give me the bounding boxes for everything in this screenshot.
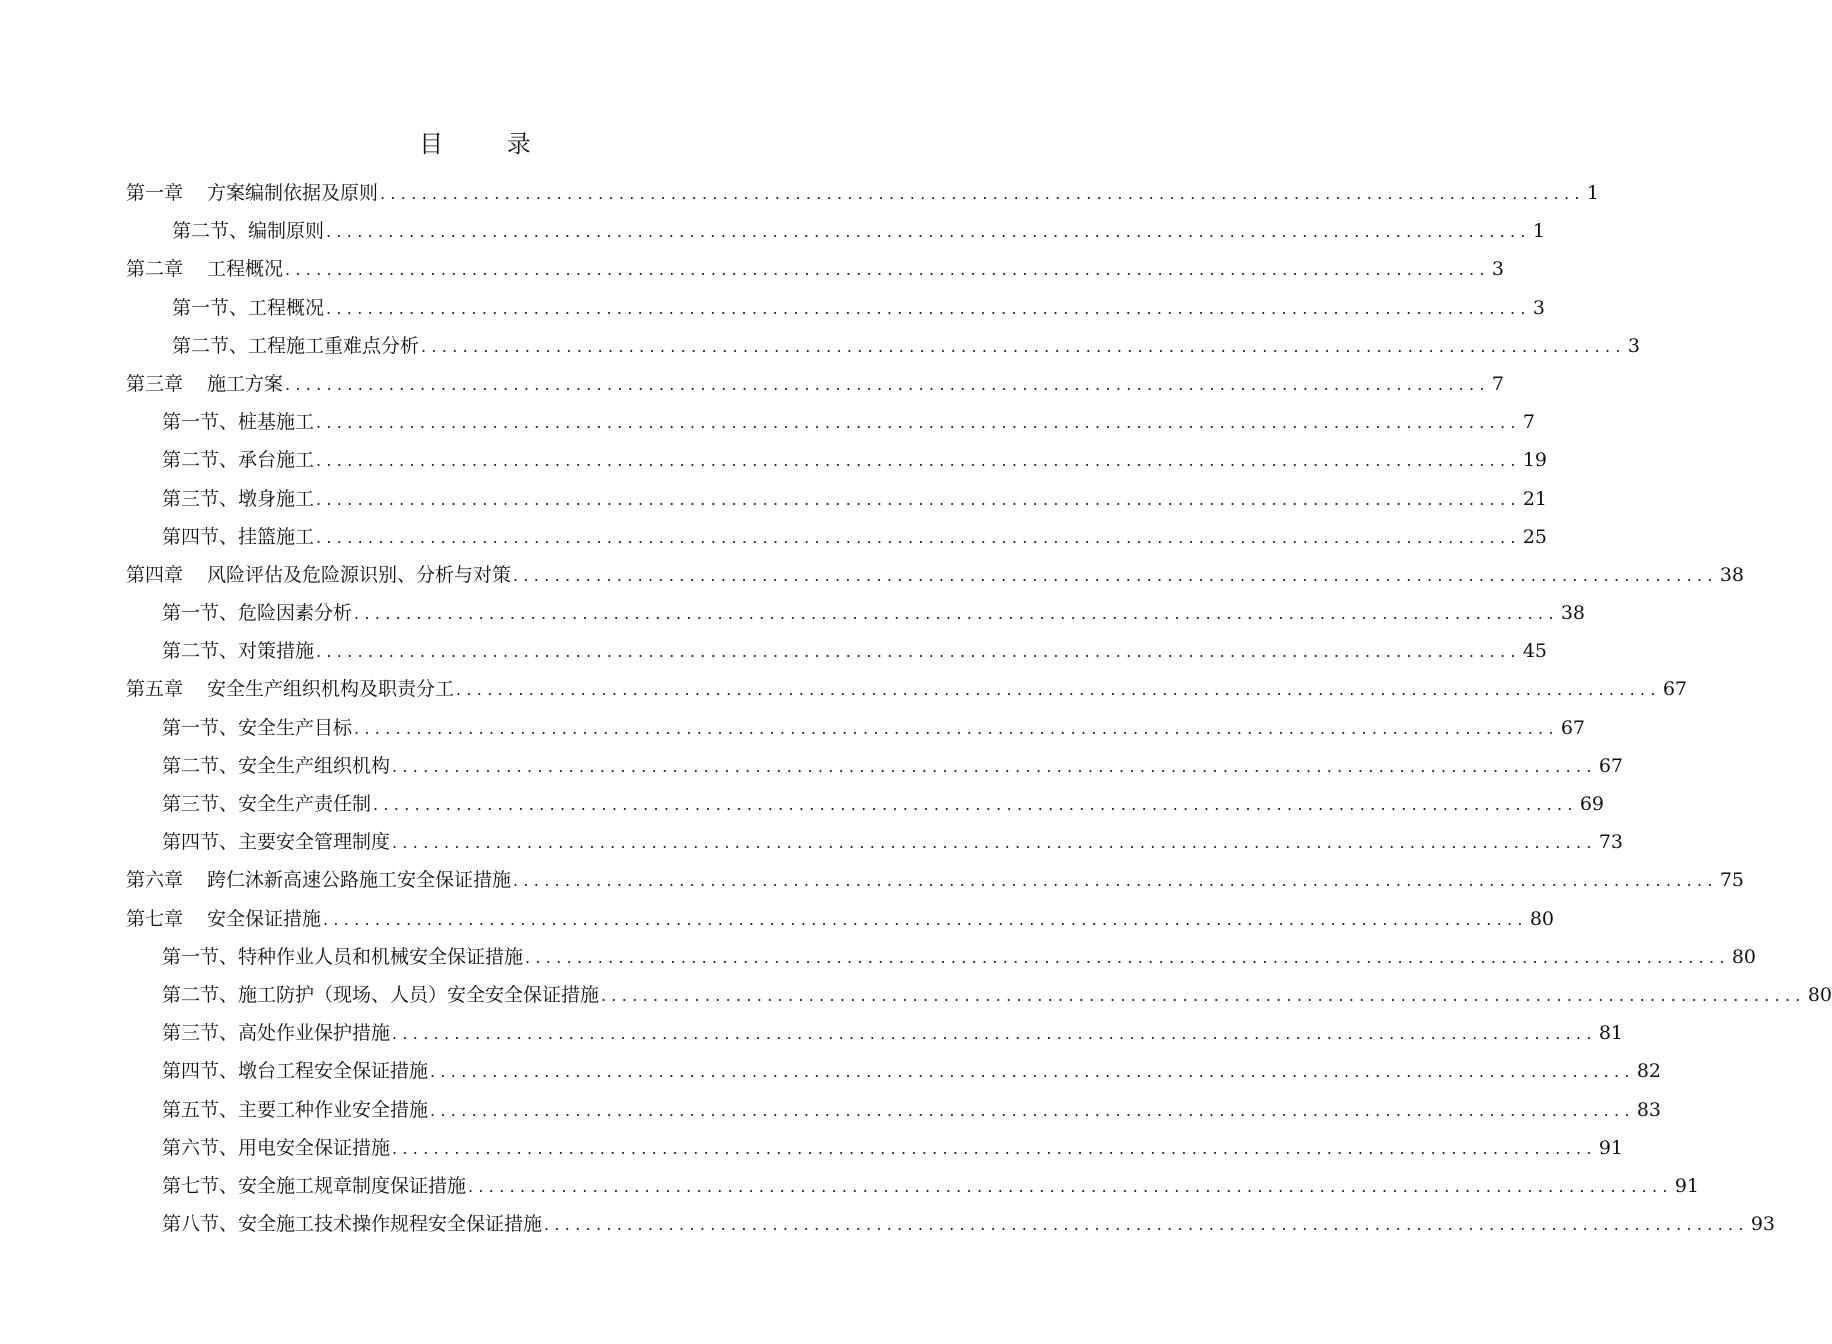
toc-entry-number: 第二节、 <box>162 640 239 663</box>
toc-entry-number: 第二节、 <box>162 754 239 777</box>
toc-entry-label <box>172 327 419 365</box>
toc-entry-label <box>126 365 283 403</box>
toc-entry-label <box>162 1052 428 1090</box>
toc-section-entry[interactable] <box>126 594 1585 632</box>
toc-section-entry[interactable] <box>126 518 1547 556</box>
toc-entry-number: 第七节、 <box>162 1174 239 1197</box>
toc-entry-title: 安全生产目标 <box>238 716 353 739</box>
toc-entry-label <box>162 823 390 861</box>
toc-entry-label <box>126 250 283 288</box>
toc-entry-label <box>162 785 371 823</box>
toc-dot-leader: .................................................................................................................... <box>456 680 1661 700</box>
toc-dot-leader: .................................................................................................................... <box>430 1100 1635 1120</box>
toc-section-entry[interactable] <box>126 709 1585 747</box>
toc-dot-leader: .................................................................................................................... <box>323 909 1528 929</box>
toc-entry-label <box>162 632 314 670</box>
toc-entry-title: 安全生产组织机构及职责分工 <box>207 678 455 701</box>
page-title: 目 录 <box>419 130 559 158</box>
toc-entry-number: 第三节、 <box>162 793 239 815</box>
toc-page-number: 91 <box>1598 1136 1623 1159</box>
toc-entry-title: 主要安全管理制度 <box>238 831 391 854</box>
toc-entry-number: 第七章 <box>126 907 184 930</box>
toc-entry-title: 跨仁沐新高速公路施工安全保证措施 <box>207 869 512 892</box>
toc-section-entry[interactable] <box>126 1205 1775 1243</box>
toc-page-number: 67 <box>1598 754 1623 777</box>
toc-entry-number: 第二节、 <box>172 334 249 357</box>
toc-entry-number: 第一节、 <box>172 296 249 319</box>
toc-entry-title: 工程概况 <box>207 258 284 281</box>
toc-entry-number: 第一节、 <box>162 602 239 625</box>
toc-page-number: 83 <box>1636 1098 1661 1121</box>
toc-page-number: 67 <box>1560 716 1585 739</box>
toc-dot-leader: .................................................................................................................... <box>601 985 1806 1005</box>
toc-dot-leader: .................................................................................................................... <box>285 374 1490 394</box>
toc-page-number: 80 <box>1529 907 1554 930</box>
toc-chapter-entry[interactable] <box>126 900 1554 938</box>
toc-dot-leader: .................................................................................................................... <box>513 871 1718 891</box>
toc-chapter-entry[interactable] <box>126 861 1744 899</box>
toc-dot-leader: .................................................................................................................... <box>392 833 1597 853</box>
toc-chapter-entry[interactable] <box>126 556 1744 594</box>
toc-dot-leader: .................................................................................................................... <box>354 718 1559 738</box>
toc-entry-number: 第一节、 <box>162 411 239 434</box>
toc-page-number: 67 <box>1662 678 1687 701</box>
toc-entry-label <box>162 594 352 632</box>
toc-entry-title: 安全保证措施 <box>207 907 322 930</box>
toc-page-number: 21 <box>1522 487 1547 510</box>
toc-page-number: 38 <box>1560 602 1585 625</box>
toc-entry-number: 第一节、 <box>162 945 239 968</box>
toc-entry-label <box>162 480 314 518</box>
toc-entry-title: 编制原则 <box>248 220 325 243</box>
toc-page-number: 75 <box>1719 869 1744 892</box>
toc-entry-title: 主要工种作业安全措施 <box>238 1098 429 1121</box>
toc-section-entry[interactable] <box>126 1129 1623 1167</box>
toc-page-number: 69 <box>1579 793 1604 815</box>
toc-entry-label <box>172 212 324 250</box>
toc-dot-leader: .................................................................................................................... <box>316 489 1521 509</box>
toc-dot-leader: .................................................................................................................... <box>316 527 1521 547</box>
toc-entry-label <box>162 709 352 747</box>
toc-entry-label <box>162 938 523 976</box>
toc-entry-title: 工程概况 <box>248 296 325 319</box>
toc-page-number: 81 <box>1598 1022 1623 1045</box>
toc-dot-leader: .................................................................................................................... <box>326 222 1531 242</box>
toc-section-entry[interactable] <box>126 480 1547 518</box>
toc-page-number: 3 <box>1627 334 1640 357</box>
toc-entry-number: 第八节、 <box>162 1213 239 1236</box>
toc-entry-label <box>172 289 324 327</box>
toc-page-number: 82 <box>1636 1060 1661 1083</box>
toc-entry-title: 安全生产责任制 <box>238 793 372 815</box>
toc-entry-title: 墩身施工 <box>238 487 315 510</box>
toc-dot-leader: .................................................................................................................... <box>468 1176 1673 1196</box>
toc-page-number: 73 <box>1598 831 1623 854</box>
toc-page-number: 93 <box>1750 1213 1775 1236</box>
toc-dot-leader: .................................................................................................................... <box>392 1024 1597 1044</box>
toc-dot-leader: .................................................................................................................... <box>525 947 1730 967</box>
toc-entry-title: 高处作业保护措施 <box>238 1022 391 1045</box>
toc-section-entry[interactable] <box>126 938 1756 976</box>
toc-entry-label <box>162 1167 466 1205</box>
toc-entry-label <box>126 556 511 594</box>
toc-page-number: 3 <box>1491 258 1504 281</box>
toc-entry-number: 第六节、 <box>162 1136 239 1159</box>
toc-dot-leader: .................................................................................................................... <box>513 565 1718 585</box>
toc-entry-label <box>126 174 378 212</box>
toc-entry-number: 第六章 <box>126 869 184 892</box>
toc-chapter-entry[interactable] <box>126 365 1504 403</box>
toc-chapter-entry[interactable] <box>126 250 1504 288</box>
toc-entry-title: 挂篮施工 <box>238 525 315 548</box>
toc-dot-leader: .................................................................................................................... <box>380 184 1585 203</box>
toc-entry-number: 第一章 <box>126 182 184 204</box>
toc-entry-title: 施工方案 <box>207 372 284 395</box>
toc-entry-number: 第五节、 <box>162 1098 239 1121</box>
toc-entry-label <box>126 670 454 708</box>
toc-entry-number: 第四节、 <box>162 831 239 854</box>
toc-entry-number: 第四章 <box>126 563 184 586</box>
toc-entry-number: 第四节、 <box>162 525 239 548</box>
toc-entry-title: 承台施工 <box>238 449 315 472</box>
toc-entry-title: 安全施工规章制度保证措施 <box>238 1174 467 1197</box>
toc-entry-number: 第三章 <box>126 372 184 395</box>
toc-entry-number: 第四节、 <box>162 1060 239 1083</box>
toc-dot-leader: .................................................................................................................... <box>285 260 1490 280</box>
toc-entry-title: 安全施工技术操作规程安全保证措施 <box>238 1213 543 1236</box>
toc-entry-number: 第二节、 <box>172 220 249 243</box>
toc-section-entry[interactable] <box>126 289 1545 327</box>
toc-section-entry[interactable] <box>126 785 1604 823</box>
toc-entry-number: 第五章 <box>126 678 184 701</box>
toc-dot-leader: .................................................................................................................... <box>373 795 1578 814</box>
toc-dot-leader: .................................................................................................................... <box>316 413 1521 433</box>
toc-page-number: 1 <box>1532 220 1545 243</box>
toc-entry-title: 桩基施工 <box>238 411 315 434</box>
toc-entry-number: 第二章 <box>126 258 184 281</box>
toc-chapter-entry[interactable] <box>126 174 1599 212</box>
toc-section-entry[interactable] <box>126 976 1832 1014</box>
toc-entry-title: 墩台工程安全保证措施 <box>238 1060 429 1083</box>
toc-entry-title: 特种作业人员和机械安全保证措施 <box>238 945 524 968</box>
toc-entry-number: 第三节、 <box>162 1022 239 1045</box>
toc-section-entry[interactable] <box>126 1052 1661 1090</box>
toc-entry-title: 安全生产组织机构 <box>238 754 391 777</box>
toc-dot-leader: .................................................................................................................... <box>430 1062 1635 1082</box>
toc-page-number: 38 <box>1719 563 1744 586</box>
toc-dot-leader: .................................................................................................................... <box>354 604 1559 624</box>
toc-page-number: 19 <box>1522 449 1547 472</box>
toc-page-number: 45 <box>1522 640 1547 663</box>
toc-dot-leader: .................................................................................................................... <box>544 1215 1749 1235</box>
toc-entry-label <box>162 747 390 785</box>
toc-entry-title: 方案编制依据及原则 <box>207 182 379 204</box>
toc-entry-title: 施工防护（现场、人员）安全安全保证措施 <box>238 983 600 1006</box>
toc-entry-label <box>162 403 314 441</box>
toc-entry-label <box>162 518 314 556</box>
toc-entry-label <box>162 976 599 1014</box>
toc-dot-leader: .................................................................................................................... <box>392 756 1597 776</box>
toc-dot-leader: .................................................................................................................... <box>326 298 1531 318</box>
toc-page-number: 91 <box>1674 1174 1699 1197</box>
toc-dot-leader: .................................................................................................................... <box>316 642 1521 662</box>
toc-section-entry[interactable] <box>126 632 1547 670</box>
toc-entry-label <box>162 1129 390 1167</box>
toc-section-entry[interactable] <box>126 327 1640 365</box>
toc-page-number: 80 <box>1731 945 1756 968</box>
toc-dot-leader: .................................................................................................................... <box>421 336 1626 356</box>
toc-chapter-entry[interactable] <box>126 670 1687 708</box>
toc-page-number: 25 <box>1522 525 1547 548</box>
toc-entry-title: 对策措施 <box>238 640 315 663</box>
toc-entry-title: 工程施工重难点分析 <box>248 334 420 357</box>
toc-section-entry[interactable] <box>126 403 1535 441</box>
toc-page-number: 80 <box>1807 983 1832 1006</box>
toc-page-number: 7 <box>1522 411 1535 434</box>
toc-section-entry[interactable] <box>126 747 1623 785</box>
toc-entry-number: 第二节、 <box>162 983 239 1006</box>
toc-entry-label <box>162 1091 428 1129</box>
toc-entry-label <box>126 900 321 938</box>
toc-entry-title: 风险评估及危险源识别、分析与对策 <box>207 563 512 586</box>
toc-entry-number: 第三节、 <box>162 487 239 510</box>
toc-entry-number: 第一节、 <box>162 716 239 739</box>
toc-section-entry[interactable] <box>126 1014 1623 1052</box>
toc-entry-title: 用电安全保证措施 <box>238 1136 391 1159</box>
table-of-contents <box>126 174 1832 1243</box>
toc-page-number: 7 <box>1491 372 1504 395</box>
toc-dot-leader: .................................................................................................................... <box>392 1138 1597 1158</box>
toc-page-number: 3 <box>1532 296 1545 319</box>
toc-dot-leader: .................................................................................................................... <box>316 451 1521 471</box>
toc-section-entry[interactable] <box>126 1167 1699 1205</box>
toc-entry-label <box>162 1205 542 1243</box>
toc-section-entry[interactable] <box>126 823 1623 861</box>
toc-section-entry[interactable] <box>126 1091 1661 1129</box>
toc-entry-label <box>162 441 314 479</box>
toc-entry-number: 第二节、 <box>162 449 239 472</box>
toc-section-entry[interactable] <box>126 441 1547 479</box>
toc-entry-title: 危险因素分析 <box>238 602 353 625</box>
toc-entry-label <box>126 861 511 899</box>
toc-section-entry[interactable] <box>126 212 1545 250</box>
toc-entry-label <box>162 1014 390 1052</box>
toc-page-number: 1 <box>1586 182 1599 204</box>
